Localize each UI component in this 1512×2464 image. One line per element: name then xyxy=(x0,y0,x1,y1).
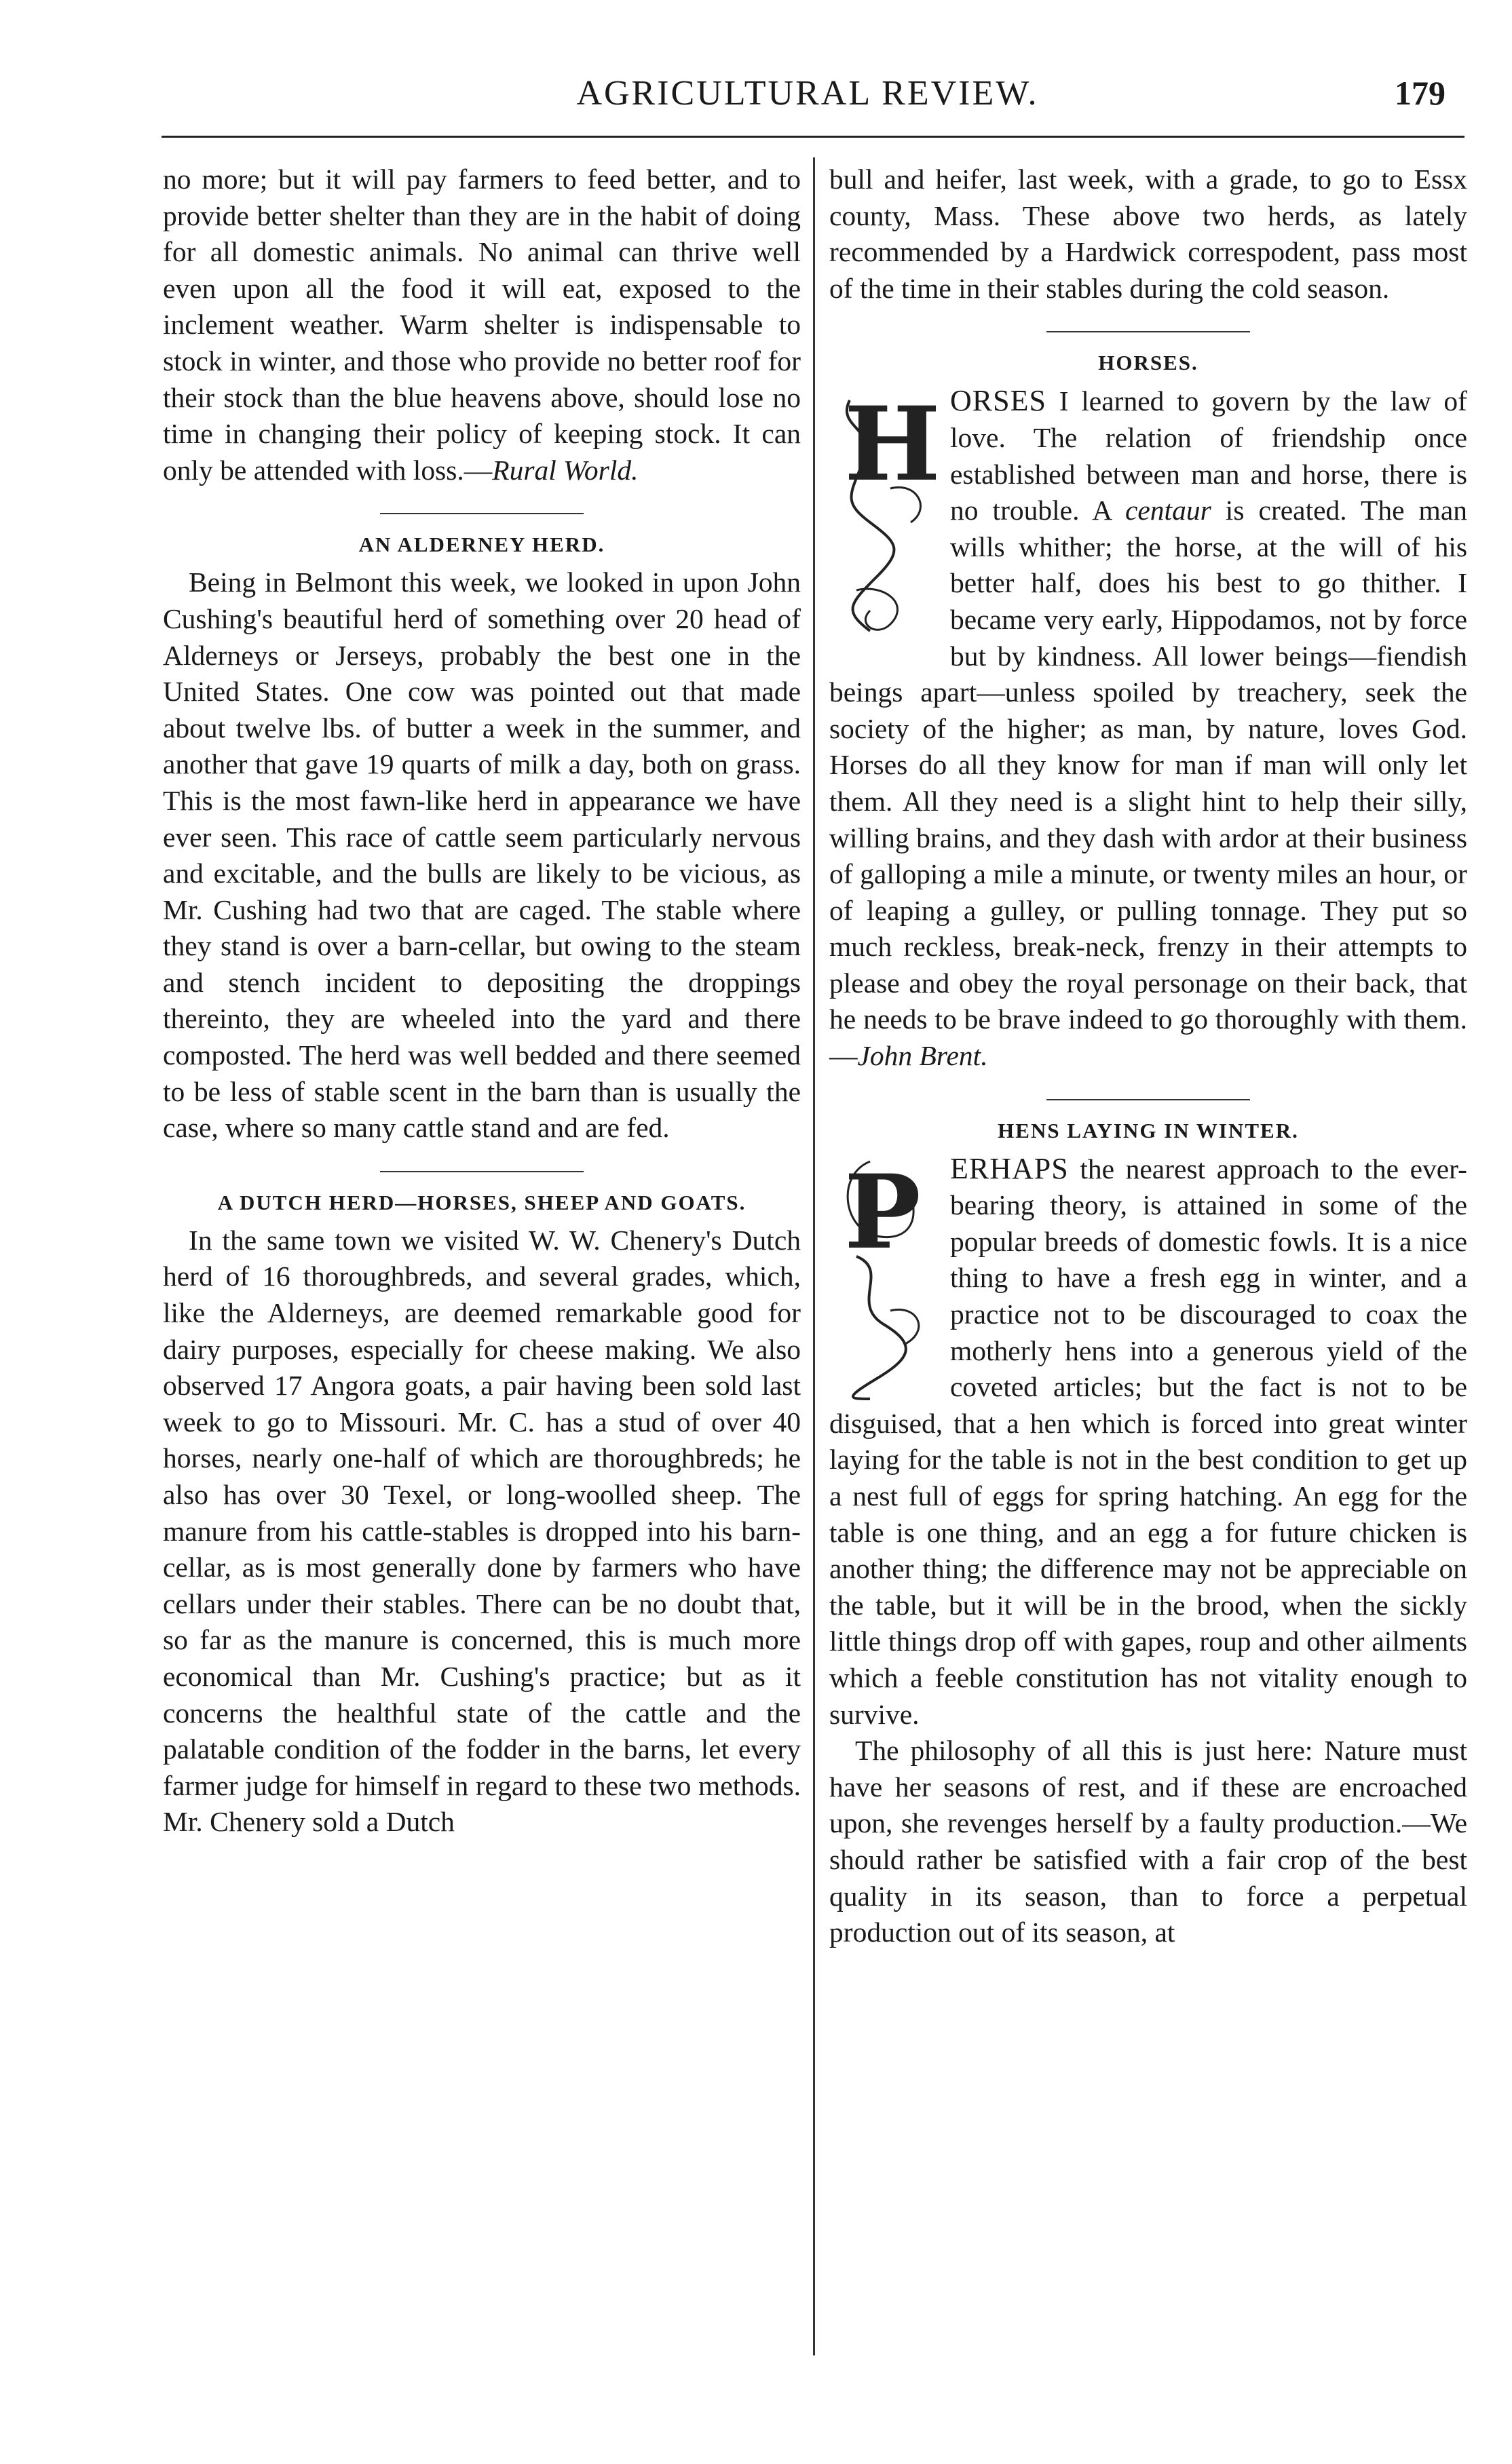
ornamental-dropcap-h xyxy=(829,385,941,651)
alderney-body: Being in Belmont this week, we looked in upon John Cushing's beautiful herd of something over 20 head of Alderneys or Jerseys, probably the best one in the United States. One cow was pointed out that made about twelve lbs. of butter a week in the summer, and another that gave 19 quarts of milk a day, both on grass. This is the most fawn-like herd in appearance we have ever seen. This race of cattle seem particularly nervous and excitable, and the bulls are likely to be vicious, as Mr. Cushing had two that are caged. The stable where they stand is over a barn-cellar, but owing to the steam and stench incident to depositing the droppings thereinto, they are wheeled into the yard and there composted. The herd was well bedded and there seemed to be less of stable scent in the barn than is usually the case, where so many cattle stand and are fed. xyxy=(163,566,801,1144)
dropcap-letter: H xyxy=(844,385,941,505)
right-column xyxy=(829,161,1467,1951)
ornamental-dropcap-p xyxy=(829,1152,938,1406)
running-head xyxy=(163,73,1452,121)
section-separator xyxy=(380,1171,584,1172)
section-separator xyxy=(1046,1099,1250,1100)
hens-body: the nearest approach to the ever-bearing theory, is attained in some of the popular breeds of domestic fowls. It is a nice thing to have a fresh egg in winter, and a practice not to be discouraged to coax the motherly hens into a generous yield of the coveted articles; but the fact is not to be disguised, that a hen which is forced into great winter laying for the table is not in the best condition to get up a nest full of eggs for spring hatching. An egg for the table is one thing, and an egg a for future chicken is another thing; the difference may not be appreciable on the table, but it will be in the brood, when the sickly little things drop off with gapes, roup and other ailments which a feeble constitution has not vitality enough to survive. xyxy=(829,1153,1467,1730)
horses-heading: HORSES. xyxy=(1098,351,1198,375)
dutch-body: In the same town we visited W. W. Chenery's Dutch herd of 16 thoroughbreds, and several grades, which, like the Alderneys, are deemed remarkable good for dairy purposes, especially for cheese making. We also observed 17 Angora goats, a pair having been sold last week to go to Missouri. Mr. C. has a stud of over 40 horses, nearly one-half of which are thoroughbreds; he also has over 30 Texel, or long-woolled sheep. The manure from his cattle-stables is dropped into his barn-cellar, as is most generally done by farmers who have cellars under their stables. There can be no doubt that, so far as the manure is concerned, this is much more economical than Mr. Cushing's practice; but as it concerns the healthful state of the cattle and the palatable condition of the fodder in the barns, let every farmer judge for himself in regard to these two methods. Mr. Chenery sold a Dutch xyxy=(163,1224,801,1838)
section-separator xyxy=(1046,331,1250,332)
continued-paragraph: bull and heifer, last week, with a grade, to go to Essx county, Mass. These above two herds, as lately recommended by a Hardwick correspodent, pass most of the time in their stables during the cold season. xyxy=(829,163,1467,304)
dropcap-letter: P xyxy=(844,1152,921,1272)
section-separator xyxy=(380,513,584,514)
horses-body-2: is created. The man wills whither; the horse, at the will of his better half, does his best to go thither. I became very early, Hippodamos, not by force but by kindness. All lower beings—fiendish beings apart—unless spoiled by treachery, seek the society of the higher; as man, by nature, loves God. Horses do all they know for man if man will only let them. All they need is a slight hint to help their silly, willing brains, and they dash with ardor at their business of galloping a mile a minute, or twenty miles an hour, or of leaping a gulley, or pulling tonnage. They put so much reckless, break-neck, frenzy in their attempts to please and obey the royal personage on their back, that he needs to be brave indeed to go thoroughly with them.— xyxy=(829,495,1467,1072)
intro-paragraph xyxy=(163,161,801,488)
left-column xyxy=(163,161,801,1841)
horses-lead-word: ORSES xyxy=(950,384,1046,418)
hens-heading: HENS LAYING IN WINTER. xyxy=(998,1118,1299,1142)
page-number: 179 xyxy=(1395,74,1445,112)
intro-source: Rural World. xyxy=(492,454,639,486)
dutch-heading: A DUTCH HERD—HORSES, SHEEP AND GOATS. xyxy=(217,1190,746,1214)
hens-paragraph xyxy=(829,1151,1467,1733)
horses-paragraph xyxy=(829,383,1467,1074)
header-rule xyxy=(162,136,1464,138)
intro-text: no more; but it will pay farmers to feed better, and to provide better shelter than they are in the habit of doing for all domestic animals. No animal can thrive well even upon all the food it will eat, exposed to the inclement weather. Warm shelter is indispensable to stock in winter, and those who provide no better roof for their stock than the blue heavens above, should lose no time in changing their policy of keeping stock. It can only be attended with loss.— xyxy=(163,163,801,486)
horses-source: John Brent. xyxy=(857,1040,988,1072)
hens-body-2: The philosophy of all this is just here: Nature must have her seasons of rest, and if these are encroached upon, she revenges herself by a faulty production.—We should rather be satisfied with a fair crop of the best quality in its season, than to force a perpetual production out of its season, at xyxy=(829,1735,1467,1948)
journal-title: AGRICULTURAL REVIEW. xyxy=(576,74,1039,113)
horses-italic: centaur xyxy=(1124,495,1211,526)
horses-body-1: I learned to govern by the law of love. The relation of friendship once established between man and horse, there is no trouble. A xyxy=(950,385,1467,526)
column-divider xyxy=(813,157,815,2355)
hens-lead-word: ERHAPS xyxy=(950,1151,1069,1185)
alderney-heading: AN ALDERNEY HERD. xyxy=(358,533,605,557)
